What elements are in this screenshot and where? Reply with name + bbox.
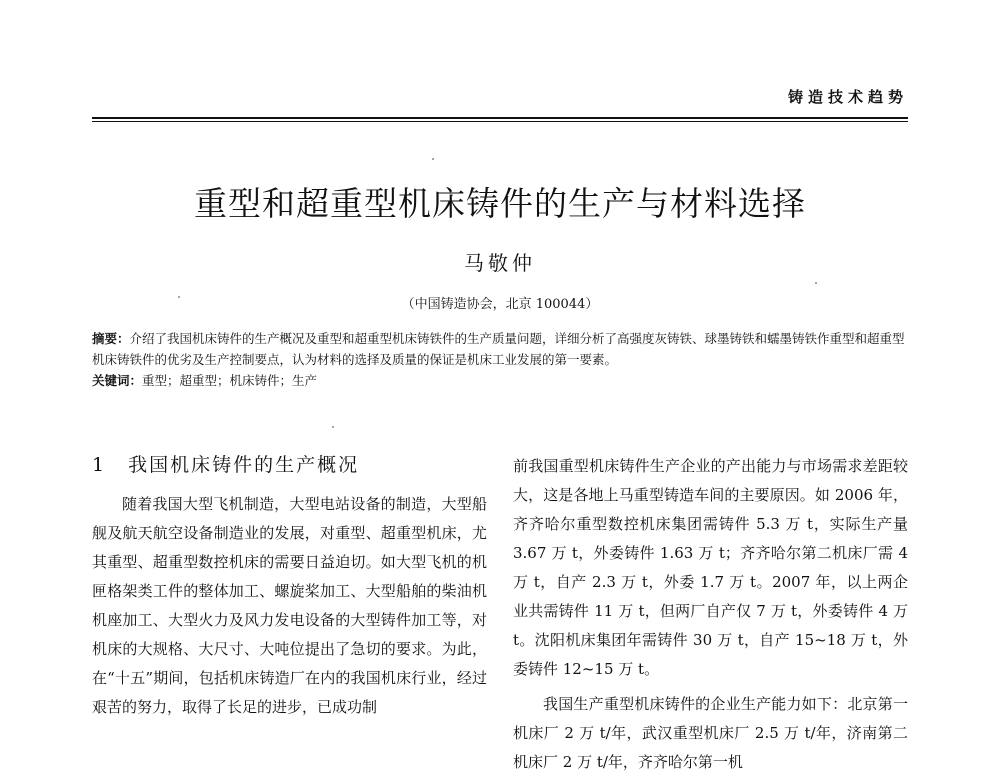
keywords-text: 重型；超重型；机床铸件；生产 [142,373,318,388]
section-heading [92,452,487,478]
journal-section-label: 铸造技术趋势 [787,88,908,106]
author-affiliation: （中国铸造协会，北京 100044） [401,297,599,312]
article-title: 重型和超重型机床铸件的生产与材料选择 [194,184,806,223]
abstract-label: 摘要： [92,331,130,346]
header-rule [92,117,908,119]
abstract [92,328,908,370]
body-paragraph: 随着我国大型飞机制造，大型电站设备的制造，大型船舰及航天航空设备制造业的发展，对重型、超重型机床，尤其重型、超重型数控机床的需要日益迫切。如大型飞机的机匣格架类工件的整体加工、螺旋桨加工、大型船舶的柴油机机座加工、大型火力及风力发电设备的大型铸件加工等，对机床的大规格、大尺寸、大吨位提出了急切的要求。为此，在“十五”期间，包括机床铸造厂在内的我国机床行业，经过艰苦的努力，取得了长足的进步，已成功制 [92,495,487,716]
header-rule-thin [92,121,908,122]
right-column [513,452,908,777]
author-name: 马敬仲 [464,251,536,275]
abstract-block [92,328,908,391]
keywords-label: 关键词： [92,373,143,388]
abstract-text: 介绍了我国机床铸件的生产概况及重型和超重型机床铸铁件的生产质量问题，详细分析了高强度灰铸铁、球墨铸铁和蠕墨铸铁作重型和超重型机床铸铁件的优劣及生产控制要点，认为材料的选择及质量的保证是机床工业发展的第一要素。 [92,331,905,367]
section-number: 1 [92,454,107,476]
scan-speck [332,426,334,428]
scan-speck [815,282,817,284]
left-column [92,452,487,722]
body-paragraph: 我国生产重型机床铸件的企业生产能力如下：北京第一机床厂 2 万 t/年，武汉重型机床厂 2.5 万 t/年，济南第二机床厂 2 万 t/年，齐齐哈尔第一机 [513,695,908,771]
keywords [92,370,908,391]
scan-speck [432,158,434,160]
section-title: 我国机床铸件的生产概况 [128,454,360,476]
body-paragraph: 前我国重型机床铸件生产企业的产出能力与市场需求差距较大，这是各地上马重型铸造车间的主要原因。如 2006 年，齐齐哈尔重型数控机床集团需铸件 5.3 万 t，实际生产量 3.67 万 t，外委铸件 1.63 万 t；齐齐哈尔第二机床厂需 4 万 t，自产 2.3 万 t，外委 1.7 万 t。2007 年，以上两企业共需铸件 11 万 t，但两厂自产仅 7 万 t，外委铸件 4 万 t。沈阳机床集团年需铸件 30 万 t，自产 15~18 万 t，外委铸件 12~15 万 t。 [513,457,908,678]
